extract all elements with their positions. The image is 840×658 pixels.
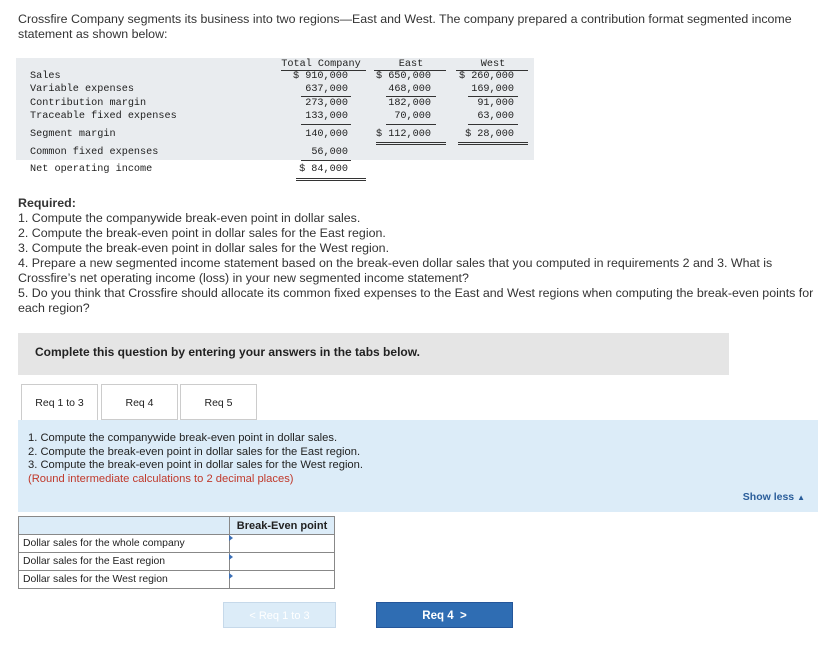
tab-req-1-to-3[interactable]: Req 1 to 3 <box>21 384 98 420</box>
panel-line: 3. Compute the break-even point in dollar sales for the West region. <box>28 459 363 471</box>
problem-intro: Crossfire Company segments its business into two regions—East and West. The company prepared a contribution format segmented income statement as shown below: <box>18 12 792 41</box>
row-label-sales: Sales <box>30 71 61 82</box>
requirement-item: 1. Compute the companywide break-even point in dollar sales. <box>18 211 361 225</box>
sales-east: $ 650,000 <box>375 71 431 82</box>
header-total: Total Company <box>281 59 361 70</box>
chevron-right-icon: > <box>460 610 467 622</box>
next-tab-button[interactable]: Req 4 > <box>376 602 513 628</box>
required-heading: Required: <box>18 196 76 210</box>
row-label-east-region: Dollar sales for the East region <box>19 553 230 571</box>
input-marker-icon <box>229 535 233 541</box>
prev-tab-button[interactable]: < Req 1 to 3 <box>223 602 336 628</box>
net-operating-income-row <box>16 160 534 184</box>
input-east-region[interactable] <box>230 553 334 570</box>
segment-margin-total: 140,000 <box>305 129 348 140</box>
table-corner <box>19 517 230 535</box>
row-label-traceable-fixed: Traceable fixed expenses <box>30 111 177 122</box>
row-label-whole-company: Dollar sales for the whole company <box>19 535 230 553</box>
input-whole-company[interactable] <box>230 535 334 552</box>
header-west: West <box>480 59 506 70</box>
contribution-margin-west: 91,000 <box>477 98 514 109</box>
variable-expenses-east: 468,000 <box>388 84 431 95</box>
traceable-fixed-east: 70,000 <box>394 111 431 122</box>
net-operating-income-total: $ 84,000 <box>299 164 348 175</box>
segment-margin-west: $ 28,000 <box>465 129 514 140</box>
banner-text: Complete this question by entering your answers in the tabs below. <box>35 345 420 359</box>
row-label-contribution-margin: Contribution margin <box>30 98 147 109</box>
chevron-left-icon: < <box>249 610 256 622</box>
rounding-note: (Round intermediate calculations to 2 decimal places) <box>28 472 294 485</box>
requirement-item: 4. Prepare a new segmented income statement based on the break-even dollar sales that you computed in requirements 2 and 3. What is Crossfire’s net operating income (loss) in your new segmented income statement? <box>18 256 773 285</box>
panel-line: 2. Compute the break-even point in dollar sales for the East region. <box>28 445 361 458</box>
instructions-banner <box>18 333 729 375</box>
variable-expenses-total: 637,000 <box>305 84 348 95</box>
traceable-fixed-total: 133,000 <box>305 111 348 122</box>
row-label-west-region: Dollar sales for the West region <box>19 571 230 589</box>
contribution-margin-east: 182,000 <box>388 98 431 109</box>
table-row <box>19 535 335 553</box>
row-label-common-fixed: Common fixed expenses <box>30 147 159 158</box>
requirements <box>18 196 818 316</box>
input-marker-icon <box>229 554 233 560</box>
input-marker-icon <box>229 573 233 579</box>
requirement-item: 5. Do you think that Crossfire should allocate its common fixed expenses to the East and West regions when computing the break-even points for each region? <box>18 286 814 315</box>
variable-expenses-west: 169,000 <box>471 84 514 95</box>
segment-margin-east: $ 112,000 <box>375 129 431 140</box>
table-row <box>19 553 335 571</box>
header-east: East <box>398 59 424 70</box>
show-less-link[interactable]: Show less ▲ <box>742 491 805 503</box>
break-even-table <box>18 516 335 589</box>
panel-line: 1. Compute the companywide break-even point in dollar sales. <box>28 432 338 444</box>
triangle-up-icon: ▲ <box>797 493 805 502</box>
input-west-region[interactable] <box>230 571 334 588</box>
contribution-margin-total: 273,000 <box>305 98 348 109</box>
table-row <box>19 571 335 589</box>
tab-content-panel <box>18 420 818 512</box>
common-fixed-total: 56,000 <box>311 147 348 158</box>
requirement-item: 3. Compute the break-even point in dollar sales for the West region. <box>18 241 390 255</box>
traceable-fixed-west: 63,000 <box>477 111 514 122</box>
row-label-net-operating-income: Net operating income <box>30 164 153 175</box>
tab-req-5[interactable]: Req 5 <box>180 384 257 420</box>
sales-west: $ 260,000 <box>458 71 514 82</box>
requirement-item: 2. Compute the break-even point in dollar sales for the East region. <box>18 226 386 240</box>
break-even-header: Break-Even point <box>230 517 335 535</box>
segmented-income-statement <box>16 58 534 160</box>
row-label-segment-margin: Segment margin <box>30 129 116 140</box>
row-label-variable-expenses: Variable expenses <box>30 84 134 95</box>
sales-total: $ 910,000 <box>292 71 348 82</box>
tab-req-4[interactable]: Req 4 <box>101 384 178 420</box>
